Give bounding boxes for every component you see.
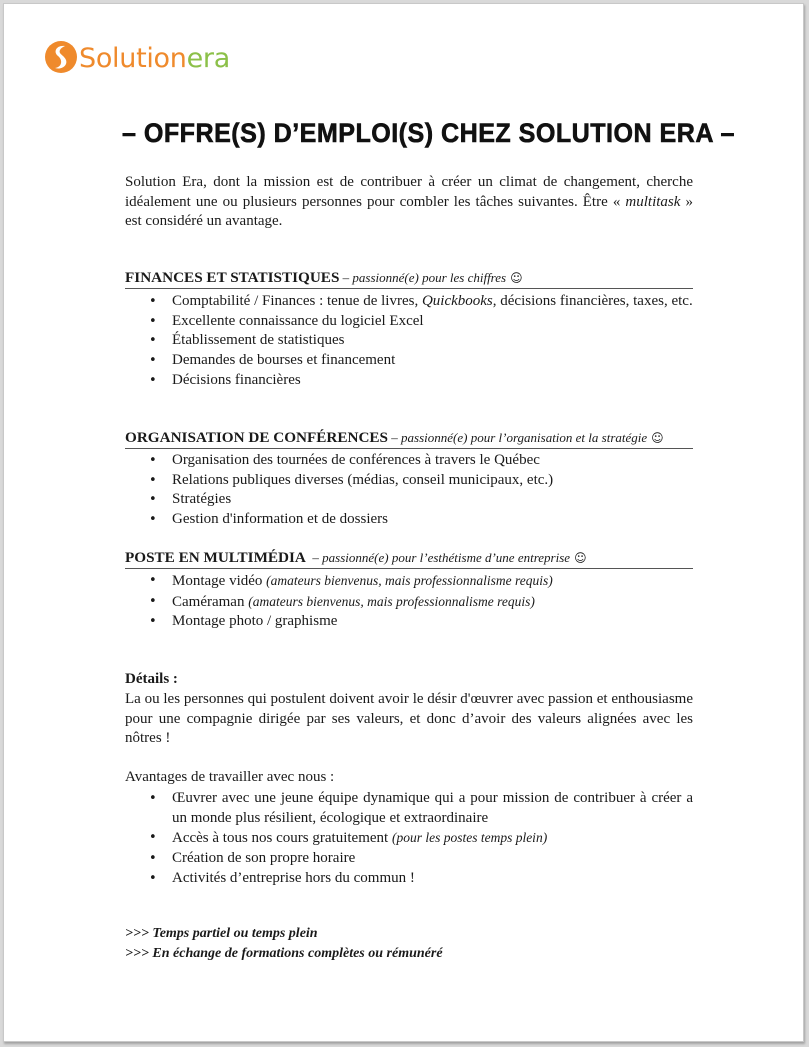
section-heading-multimedia [125, 548, 693, 569]
list-item [125, 451, 693, 471]
section-heading-conferences [125, 428, 693, 449]
logo-wordmark [79, 42, 230, 74]
logo-text-orange: Solution [79, 42, 187, 74]
list-item [125, 849, 693, 869]
advantages-heading: Avantages de travailler avec nous : [125, 769, 335, 785]
section-title: ORGANISATION DE CONFÉRENCES [125, 429, 389, 446]
page-title: – OFFRE(S) D’EMPLOI(S) CHEZ SOLUTION ERA – [122, 118, 735, 148]
section-heading-finances [125, 268, 693, 289]
list-item [125, 869, 693, 889]
list-item [125, 789, 693, 828]
list-item [125, 471, 693, 491]
item-text: Comptabilité / Finances : tenue de livres, [172, 293, 422, 309]
smiley-icon: ☺ [510, 271, 523, 285]
item-text: Œuvrer avec une jeune équipe dynamique qui a pour mission de contribuer à créer a un monde plus résilient, écologique et extraordinaire [172, 790, 693, 826]
item-text: Demandes de bourses et financement [172, 352, 396, 369]
smiley-icon: ☺ [574, 551, 587, 565]
solutionera-logo [44, 38, 230, 76]
section-title: FINANCES ET STATISTIQUES [125, 269, 340, 286]
item-italic: Quickbooks [421, 293, 493, 309]
document-page [3, 3, 804, 1042]
intro-text-end: » est considéré un avantage. [125, 193, 694, 229]
logo-swirl-icon [44, 40, 78, 74]
item-text: Accès à tous nos cours gratuitement [172, 830, 392, 847]
item-text: Montage photo / graphisme [172, 613, 338, 630]
list-item [125, 331, 693, 351]
list-item [125, 371, 693, 391]
multimedia-list [125, 571, 693, 632]
logo-text-green: era [186, 42, 230, 74]
intro-text: Solution Era, dont la mission est de contribuer à créer un climat de changement, cherche idéalement une ou plusieurs personnes pour combler les tâches suivantes. Être « [125, 174, 693, 210]
item-italic: (amateurs bienvenus, mais professionnalisme requis) [248, 593, 535, 609]
details-paragraph: La ou les personnes qui postulent doivent avoir le désir d'œuvrer avec passion et enthousiasme pour une compagnie dirigée par ses valeurs, et donc d’avoir des valeurs alignées avec les nôtres ! [125, 691, 693, 746]
list-item [125, 351, 693, 371]
footer-line-compensation: >>> En échange de formations complètes ou rémunéré [125, 946, 443, 961]
item-text: Établissement de statistiques [172, 332, 345, 349]
item-text: Montage vidéo [172, 573, 267, 589]
item-text: Relations publiques diverses (médias, conseil municipaux, etc.) [172, 471, 554, 488]
list-item [125, 510, 693, 530]
item-italic: (amateurs bienvenus, mais professionnalisme requis) [266, 573, 553, 588]
item-text: Activités d’entreprise hors du commun ! [172, 869, 415, 886]
item-text: Décisions financières [172, 371, 301, 388]
list-item [125, 571, 693, 592]
item-text: Excellente connaissance du logiciel Excel [172, 312, 424, 329]
item-text: Caméraman [172, 593, 249, 610]
details-heading: Détails : [125, 671, 178, 687]
list-item [125, 292, 693, 312]
list-item [125, 612, 693, 632]
item-text: Organisation des tournées de conférences à travers le Québec [172, 452, 540, 468]
item-text-end: , décisions financières, taxes, etc. [492, 293, 693, 309]
smiley-icon: ☺ [651, 431, 664, 445]
intro-italic: multitask [625, 193, 681, 210]
item-italic: (pour les postes temps plein) [391, 830, 548, 846]
item-text: Gestion d'information et de dossiers [172, 511, 388, 528]
section-subtitle: – passionné(e) pour l’esthétisme d’une entreprise [305, 550, 571, 565]
list-item [125, 592, 693, 613]
finances-list [125, 292, 693, 391]
list-item [125, 828, 693, 849]
list-item [125, 490, 693, 510]
intro-paragraph [125, 173, 693, 232]
advantages-list [125, 789, 693, 889]
section-subtitle: – passionné(e) pour l’organisation et la stratégie [388, 430, 648, 445]
conferences-list [125, 451, 693, 530]
section-title: POSTE EN MULTIMÉDIA [125, 549, 306, 566]
section-subtitle: – passionné(e) pour les chiffres [339, 270, 507, 285]
footer-line-schedule: >>> Temps partiel ou temps plein [125, 926, 318, 941]
item-text: Création de son propre horaire [172, 850, 356, 867]
list-item [125, 312, 693, 332]
item-text: Stratégies [172, 491, 232, 508]
